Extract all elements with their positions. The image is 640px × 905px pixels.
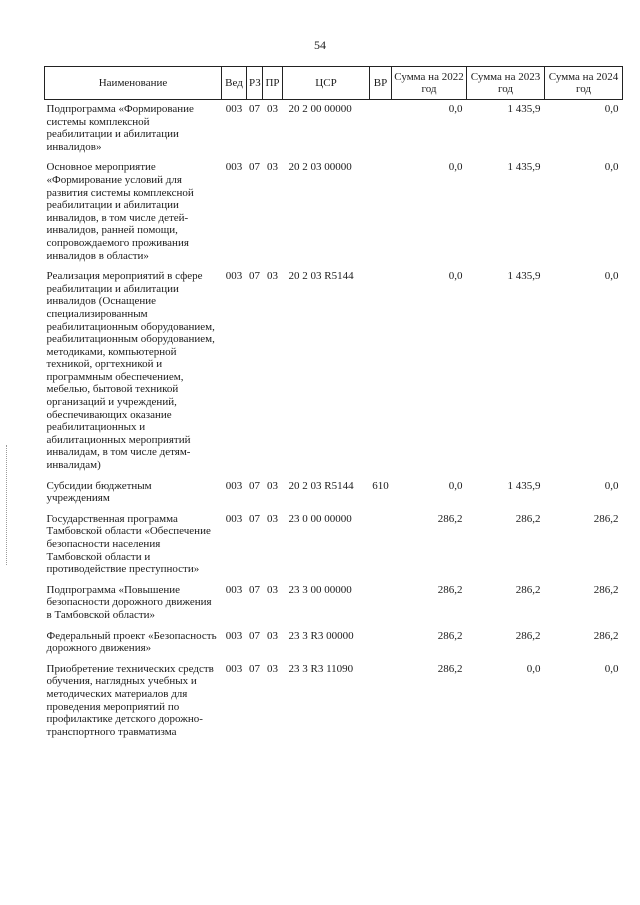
cell-sum-2023: 1 435,9 (507, 161, 541, 174)
cell-name: Приобретение технических средств обучения, наглядных учебных и методических материалов для проведения мероприятий по профилактике детского дорожно-транспортного травматизма (46, 662, 214, 738)
cell-ved: 003 (225, 629, 243, 642)
cell-ved: 003 (225, 270, 243, 283)
table-header-row (45, 67, 623, 100)
cell-sum-2023: 1 435,9 (507, 270, 541, 283)
cell-csr: 23 3 00 00000 (288, 583, 352, 596)
header-ved: Вед (222, 67, 247, 100)
cell-vr (370, 584, 392, 630)
table-row (45, 630, 623, 663)
cell-rz: 07 (249, 103, 260, 115)
cell-rz: 07 (249, 583, 260, 596)
cell-vr (370, 270, 392, 480)
cell-ved: 003 (225, 662, 243, 675)
cell-ved: 003 (225, 583, 243, 596)
cell-sum-2023: 286,2 (515, 583, 541, 596)
cell-sum-2022: 0,0 (448, 270, 463, 283)
header-sum-2022: Сумма на 2022 год (392, 67, 467, 100)
table-row (45, 480, 623, 513)
cell-pr: 03 (267, 103, 278, 115)
cell-pr: 03 (267, 479, 278, 492)
cell-sum-2022: 286,2 (437, 512, 463, 525)
cell-pr: 03 (267, 629, 278, 642)
cell-vr (370, 161, 392, 270)
cell-sum-2024: 0,0 (604, 103, 619, 115)
cell-csr: 23 3 R3 00000 (288, 629, 354, 642)
cell-name: Реализация мероприятий в сфере реабилитации и абилитации инвалидов (Оснащение специализированным реабилитационным оборудованием, реабилитационным оборудованием, методиками, компьютерной техникой, оргтехникой и программным обеспечением, мебелью, бытовой техникой организаций и учреждений, обеспечивающих оказание реабилитационных и абилитационных мероприятий инвалидам, в том числе детям-инвалидам) (46, 270, 215, 472)
cell-pr: 03 (267, 161, 278, 174)
header-csr: ЦСР (283, 67, 370, 100)
cell-name: Государственная программа Тамбовской области «Обеспечение безопасности населения Тамбовской области и противодействие преступности» (46, 512, 211, 576)
table-row (45, 663, 623, 747)
header-rz: РЗ (247, 67, 263, 100)
cell-vr: 610 (372, 479, 389, 492)
header-sum-2023: Сумма на 2023 год (467, 67, 545, 100)
cell-sum-2022: 0,0 (448, 103, 463, 115)
cell-sum-2023: 1 435,9 (507, 479, 541, 492)
cell-sum-2024: 0,0 (604, 479, 619, 492)
cell-ved: 003 (225, 103, 243, 115)
cell-rz: 07 (249, 479, 260, 492)
cell-sum-2022: 0,0 (448, 161, 463, 174)
cell-pr: 03 (267, 512, 278, 525)
table-row (45, 584, 623, 630)
cell-rz: 07 (249, 629, 260, 642)
cell-rz: 07 (249, 662, 260, 675)
table-row (45, 161, 623, 270)
cell-ved: 003 (225, 479, 243, 492)
cell-ved: 003 (225, 161, 243, 174)
cell-sum-2022: 286,2 (437, 583, 463, 596)
cell-csr: 23 0 00 00000 (288, 512, 352, 525)
header-vr: ВР (370, 67, 392, 100)
cell-sum-2022: 286,2 (437, 629, 463, 642)
cell-rz: 07 (249, 161, 260, 174)
cell-pr: 03 (267, 270, 278, 283)
cell-ved: 003 (225, 512, 243, 525)
header-name: Наименование (45, 67, 222, 100)
cell-sum-2024: 286,2 (593, 583, 619, 596)
cell-csr: 20 2 03 R5144 (288, 479, 354, 492)
cell-sum-2024: 0,0 (604, 161, 619, 174)
cell-sum-2023: 1 435,9 (507, 103, 541, 115)
cell-csr: 20 2 00 00000 (288, 103, 352, 115)
budget-table (44, 66, 623, 746)
cell-name: Подпрограмма «Формирование системы комплексной реабилитации и абилитации инвалидов» (46, 103, 194, 153)
table-row (45, 270, 623, 480)
cell-pr: 03 (267, 583, 278, 596)
table-row (45, 513, 623, 584)
cell-sum-2023: 286,2 (515, 512, 541, 525)
cell-rz: 07 (249, 512, 260, 525)
header-sum-2024: Сумма на 2024 год (545, 67, 623, 100)
cell-sum-2024: 0,0 (604, 270, 619, 283)
cell-rz: 07 (249, 270, 260, 283)
cell-pr: 03 (267, 662, 278, 675)
page-number: 54 (314, 38, 326, 52)
cell-csr: 20 2 03 R5144 (288, 270, 354, 283)
cell-sum-2024: 286,2 (593, 512, 619, 525)
cell-vr (370, 513, 392, 584)
table-row (45, 100, 623, 162)
cell-csr: 23 3 R3 11090 (288, 662, 354, 675)
cell-sum-2022: 286,2 (437, 662, 463, 675)
cell-sum-2024: 0,0 (604, 662, 619, 675)
cell-vr (370, 100, 392, 162)
cell-sum-2023: 286,2 (515, 629, 541, 642)
header-pr: ПР (263, 67, 283, 100)
cell-vr (370, 630, 392, 663)
cell-name: Подпрограмма «Повышение безопасности дорожного движения в Тамбовской области» (46, 583, 212, 621)
cell-vr (370, 663, 392, 747)
cell-csr: 20 2 03 00000 (288, 161, 352, 174)
cell-name: Субсидии бюджетным учреждениям (46, 479, 152, 505)
cell-name: Федеральный проект «Безопасность дорожного движения» (46, 629, 217, 655)
cell-name: Основное мероприятие «Формирование условий для развития системы комплексной реабилитации и абилитации инвалидов, в том числе детей-инвалидов, ранней помощи, сопровождаемого проживания инвалидов в области» (46, 161, 194, 262)
scan-edge-mark (6, 445, 8, 565)
cell-sum-2022: 0,0 (448, 479, 463, 492)
cell-sum-2023: 0,0 (526, 662, 541, 675)
cell-sum-2024: 286,2 (593, 629, 619, 642)
